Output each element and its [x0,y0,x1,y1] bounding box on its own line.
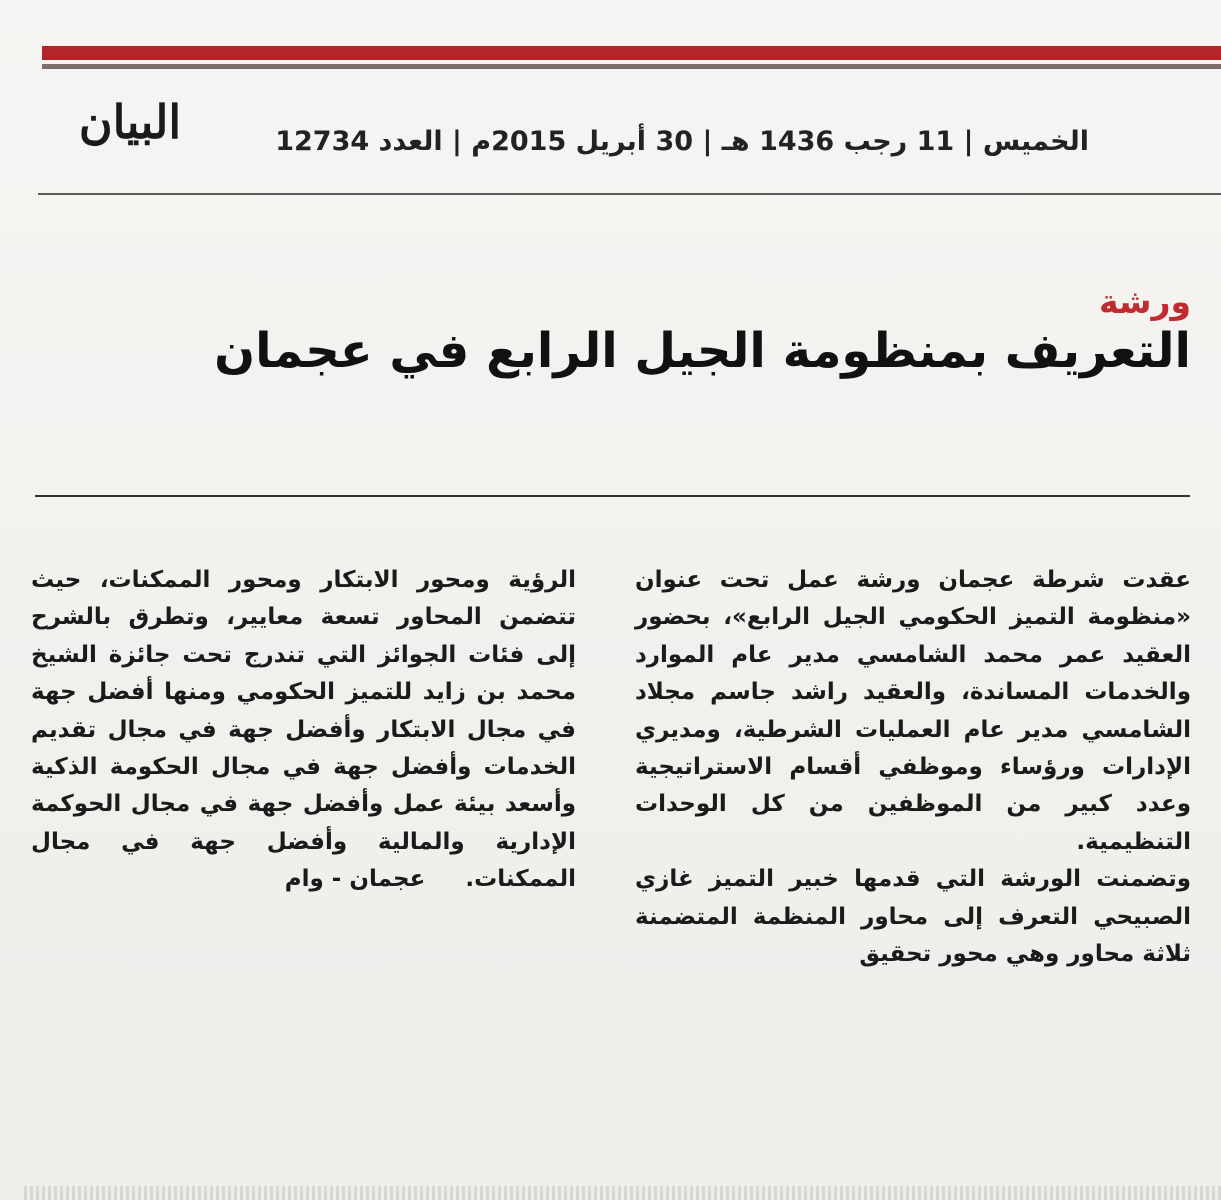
paragraph-2: وتضمنت الورشة التي قدمها خبير التميز غازي الصبيحي التعرف إلى محاور المنظمة المتضمنة ثلاثة محاور وهي محور تحقيق [635,866,1191,968]
article-source: عجمان - وام [284,866,426,893]
article-kicker: ورشة [1099,282,1191,321]
issue-dateline: الخميس | 11 رجب 1436 هـ | 30 أبريل 2015م | العدد 12734 [275,126,1089,157]
newspaper-logo: البيان [78,95,182,149]
paragraph-3 [31,562,576,899]
article-headline: التعريف بمنظومة الجيل الرابع في عجمان [214,323,1191,379]
page-bottom-edge [24,1186,1221,1200]
masthead-thin-bar [42,64,1221,69]
masthead-red-bar [42,46,1221,60]
header-divider [38,193,1221,195]
paragraph-3-text: الرؤية ومحور الابتكار ومحور الممكنات، حيث تتضمن المحاور تسعة معايير، وتطرق بالشرح إلى فئات الجوائز التي تندرج تحت جائزة الشيخ محمد بن زايد للتميز الحكومي ومنها أفضل جهة في مجال الابتكار وأفضل جهة في مجال تقديم الخدمات وأفضل جهة في مجال الحكومة الذكية وأسعد بيئة عمل وأفضل جهة في مجال الحوكمة الإدارية والمالية وأفضل جهة في مجال الممكنات. [31,567,576,893]
paragraph-1: عقدت شرطة عجمان ورشة عمل تحت عنوان «منظومة التميز الحكومي الجيل الرابع»، بحضور العقيد عمر محمد الشامسي مدير عام الموارد والخدمات المساندة، والعقيد راشد جاسم مجلاد الشامسي مدير عام العمليات الشرطية، ومديري الإدارات ورؤساء وموظفي أقسام الاستراتيجية وعدد كبير من الموظفين من كل الوحدات التنظيمية. [635,567,1191,855]
article-column-right [635,562,1191,973]
headline-rule [35,495,1190,497]
article-column-left [31,562,576,899]
